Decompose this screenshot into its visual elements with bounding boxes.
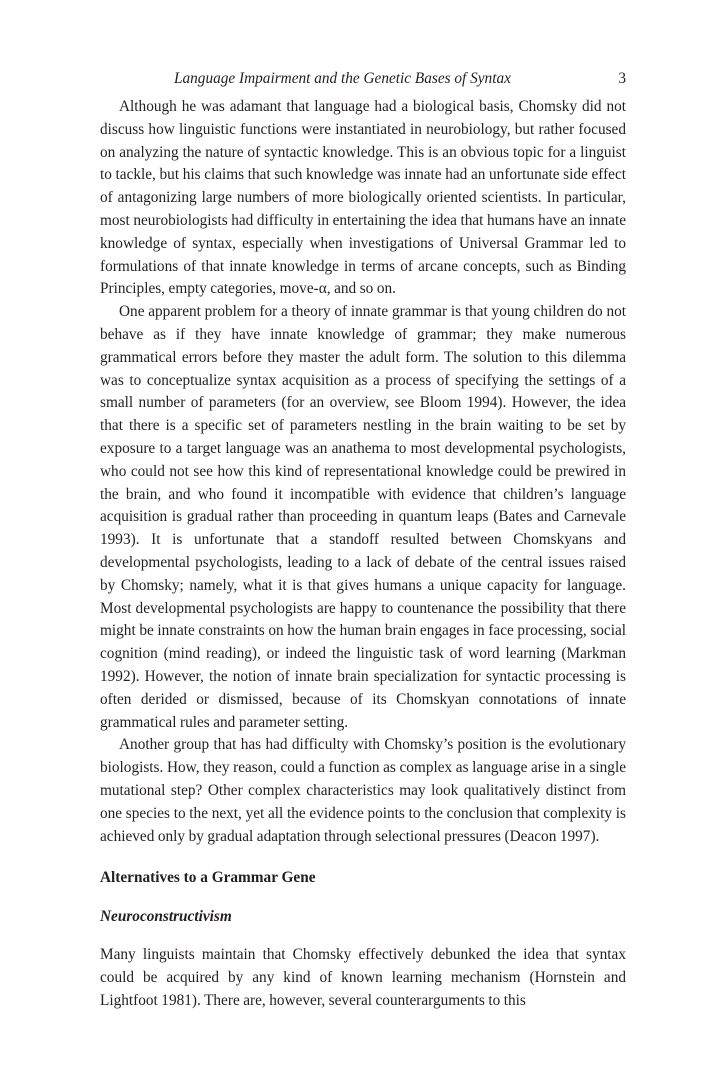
section-heading: Alternatives to a Grammar Gene [100, 869, 316, 886]
running-title: Language Impairment and the Genetic Bases of Syntax [174, 70, 511, 87]
body-text-upper [100, 96, 626, 848]
page-number: 3 [618, 70, 626, 87]
paragraph-3: Another group that has had difficulty with Chomsky’s position is the evolutionary biologists. How, they reason, could a function as complex as language arise in a single mutational step? Other complex characteristics may look qualitatively distinct from one species to the next, yet all the evidence points to the conclusion that complexity is achieved only by gradual adaptation through selectional pressures (Deacon 1997). [100, 736, 626, 845]
paragraph-1: Although he was adamant that language had a biological basis, Chomsky did not discuss how linguistic functions were instantiated in neurobiology, but rather focused on analyzing the nature of syntactic knowledge. This is an obvious topic for a linguist to tackle, but his claims that such knowledge was innate had an unfortunate side effect of antagonizing large numbers of more biologically oriented scientists. In particular, most neurobiologists had difficulty in entertaining the idea that humans have an innate knowledge of syntax, especially when investigations of Universal Grammar led to formulations of that innate knowledge in terms of arcane concepts, such as Binding Principles, empty categories, move-α, and so on. [100, 98, 626, 298]
paragraph-2: One apparent problem for a theory of innate grammar is that young children do not behave as if they have innate knowledge of grammar; they make numerous grammatical errors before they master the adult form. The solution to this dilemma was to conceptualize syntax acquisition as a process of specifying the settings of a small number of parameters (for an overview, see Bloom 1994). However, the idea that there is a specific set of parameters nestling in the brain waiting to be set by exposure to a target language was an anathema to most developmental psychologists, who could not see how this kind of representational knowledge could be prewired in the brain, and who found it incompatible with evidence that children’s language acquisition is gradual rather than proceeding in quantum leaps (Bates and Carnevale 1993). It is unfortunate that a standoff resulted between Chomskyans and developmental psychologists, leading to a lack of debate of the central issues raised by Chomsky; namely, what it is that gives humans a unique capacity for language. Most developmental psychologists are happy to countenance the possibility that there might be innate constraints on how the human brain engages in face processing, social cognition (mind reading), or indeed the linguistic task of word learning (Markman 1992). However, the notion of innate brain specialization for syntactic processing is often derided or dismissed, because of its Chomskyan connotations of innate grammatical rules and parameter setting. [100, 303, 626, 731]
running-head [100, 69, 626, 89]
subsection-heading: Neuroconstructivism [100, 908, 232, 925]
paragraph-4: Many linguists maintain that Chomsky effectively debunked the idea that syntax could be acquired by any kind of known learning mechanism (Hornstein and Lightfoot 1981). There are, however, several counterarguments to this [100, 946, 626, 1009]
body-text-lower [100, 944, 626, 1012]
